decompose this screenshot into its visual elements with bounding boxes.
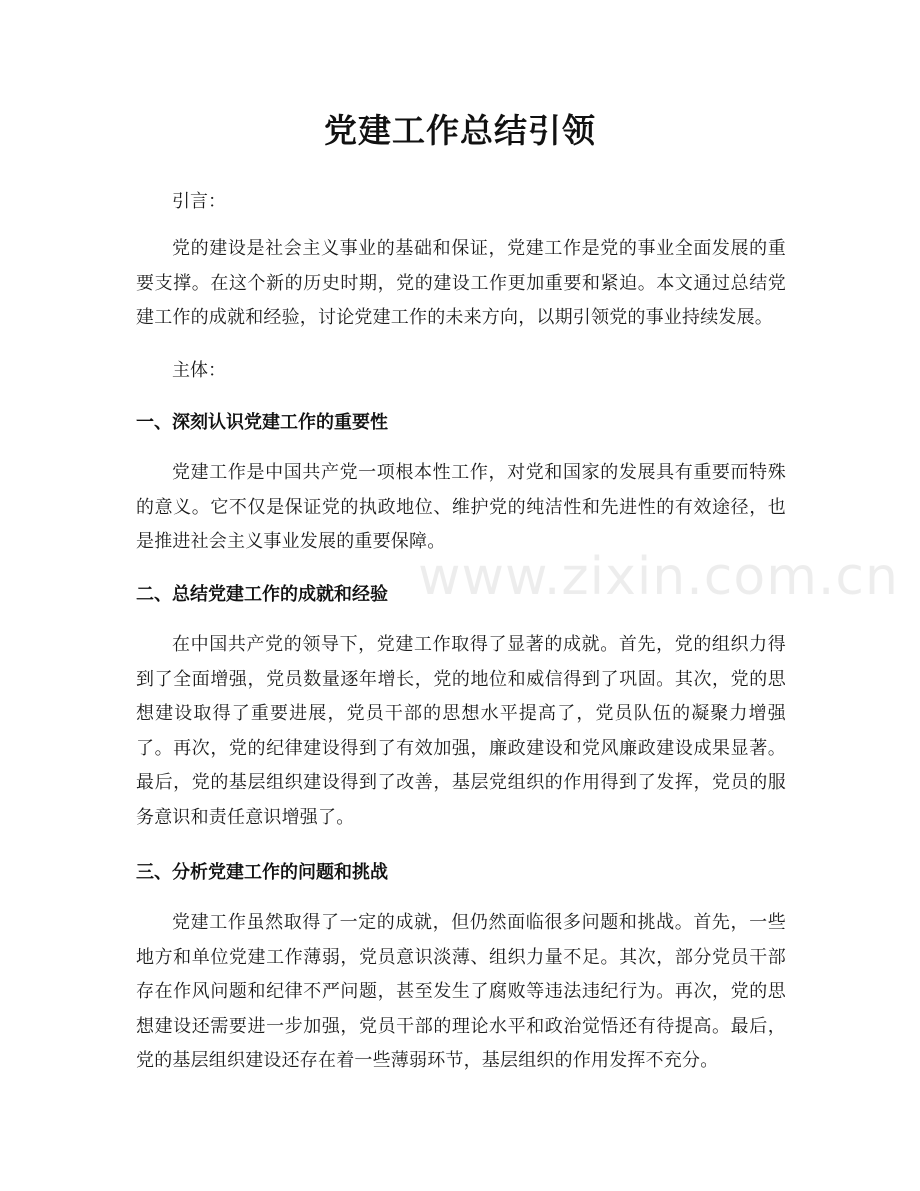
section-heading-2: 二、总结党建工作的成就和经验 — [136, 584, 388, 605]
document-title: 党建工作总结引领 — [324, 111, 596, 150]
intro-label: 引言： — [172, 191, 226, 212]
section-paragraph-2: 在中国共产党的领导下，党建工作取得了显著的成就。首先，党的组织力得到了全面增强，党员数量逐年增长，党的地位和威信得到了巩固。其次，党的思想建设取得了重要进展，党员干部的思想水平提高了，党员队伍的凝聚力增强了。再次，党的纪律建设得到了有效加强，廉政建设和党风廉政建设成果显著。最后，党的基层组织建设得到了改善，基层党组织的作用得到了发挥，党员的服务意识和责任意识增强了。 — [136, 634, 786, 828]
section-heading-1: 一、深刻认识党建工作的重要性 — [136, 412, 388, 433]
body-label: 主体： — [172, 360, 226, 381]
section-paragraph-3: 党建工作虽然取得了一定的成就，但仍然面临很多问题和挑战。首先，一些地方和单位党建工作薄弱，党员意识淡薄、组织力量不足。其次，部分党员干部存在作风问题和纪律不严问题，甚至发生了腐败等违法违纪行为。再次，党的思想建设还需要进一步加强，党员干部的理论水平和政治觉悟还有待提高。最后，党的基层组织建设还存在着一些薄弱环节，基层组织的作用发挥不充分。 — [136, 912, 786, 1071]
intro-paragraph: 党的建设是社会主义事业的基础和保证，党建工作是党的事业全面发展的重要支撑。在这个新的历史时期，党的建设工作更加重要和紧迫。本文通过总结党建工作的成就和经验，讨论党建工作的未来方向，以期引领党的事业持续发展。 — [136, 238, 786, 328]
section-paragraph-1: 党建工作是中国共产党一项根本性工作，对党和国家的发展具有重要而特殊的意义。它不仅是保证党的执政地位、维护党的纯洁性和先进性的有效途径，也是推进社会主义事业发展的重要保障。 — [136, 462, 786, 552]
section-heading-3: 三、分析党建工作的问题和挑战 — [136, 862, 388, 883]
watermark: www.zixin.com.cn — [418, 547, 899, 607]
